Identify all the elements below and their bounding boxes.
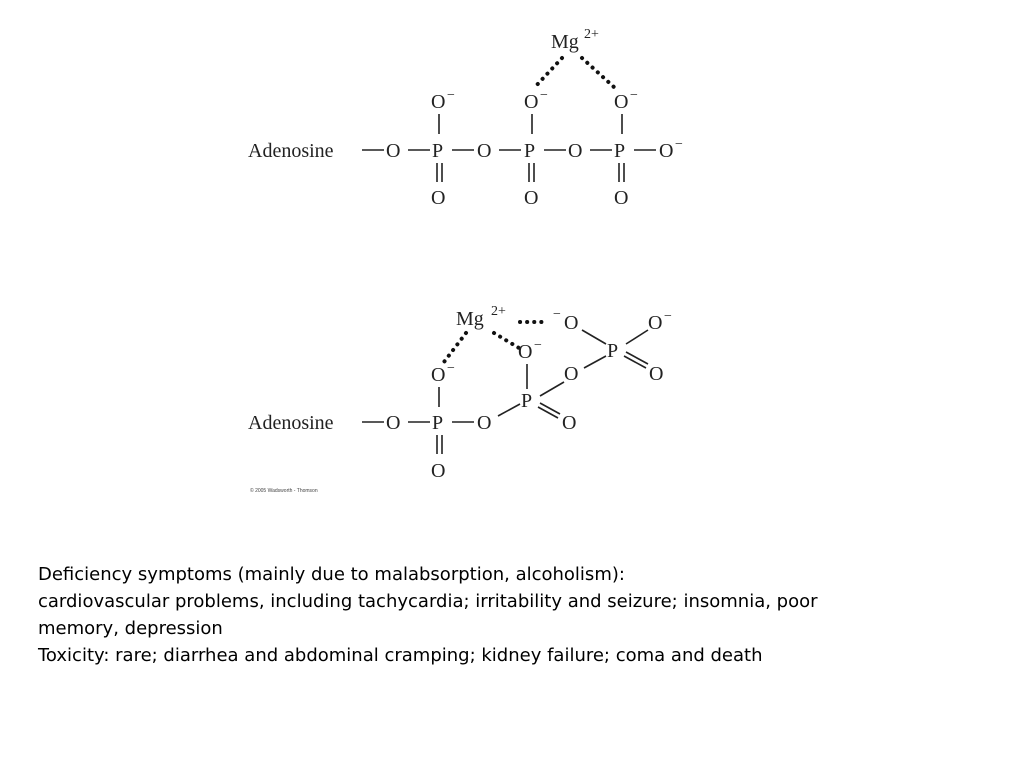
negative-charge: − — [630, 88, 638, 103]
phosphorus-atom: P — [614, 140, 626, 162]
oxygen-atom: O — [614, 187, 629, 209]
oxygen-atom: O — [649, 363, 664, 385]
coordination-bond — [494, 333, 519, 348]
phosphorus-atom: P — [524, 140, 536, 162]
oxygen-atom: O — [477, 412, 492, 434]
oxygen-atom: O — [562, 412, 577, 434]
oxygen-atom: O — [386, 412, 401, 434]
oxygen-atom: O — [518, 341, 533, 363]
deficiency-symptoms-line: memory, depression — [38, 618, 223, 639]
body-text — [38, 561, 998, 669]
deficiency-heading: Deficiency symptoms (mainly due to malabsorption, alcoholism): — [38, 564, 625, 585]
single-bond — [626, 330, 648, 344]
mg-label: Mg — [456, 308, 484, 330]
phosphorus-atom: P — [432, 140, 444, 162]
oxygen-atom: O — [564, 312, 579, 334]
negative-charge: − — [447, 361, 455, 376]
oxygen-atom: O — [648, 312, 663, 334]
deficiency-symptoms-line: cardiovascular problems, including tachycardia; irritability and seizure; insomnia, poor — [38, 591, 818, 612]
oxygen-atom: O — [477, 140, 492, 162]
negative-charge: − — [447, 88, 455, 103]
adenosine-label: Adenosine — [248, 140, 334, 162]
phosphorus-atom: P — [432, 412, 444, 434]
toxicity-line: Toxicity: rare; diarrhea and abdominal cramping; kidney failure; coma and death — [38, 645, 763, 666]
mg-label: Mg — [551, 31, 579, 53]
oxygen-atom: O — [614, 91, 629, 113]
oxygen-atom: O — [524, 187, 539, 209]
oxygen-atom: O — [659, 140, 674, 162]
double-bond — [540, 403, 560, 414]
single-bond — [582, 330, 606, 344]
adenosine-label: Adenosine — [248, 412, 334, 434]
oxygen-atom: O — [568, 140, 583, 162]
oxygen-atom: O — [524, 91, 539, 113]
negative-charge: − — [675, 137, 683, 152]
oxygen-atom: O — [386, 140, 401, 162]
negative-charge: − — [534, 338, 542, 353]
oxygen-atom: O — [431, 91, 446, 113]
phosphorus-atom: P — [607, 340, 619, 362]
single-bond — [540, 382, 564, 396]
coordination-bond — [444, 333, 466, 362]
mg-charge: 2+ — [584, 27, 599, 42]
oxygen-atom: O — [431, 187, 446, 209]
single-bond — [584, 356, 606, 368]
negative-charge: − — [664, 309, 672, 324]
oxygen-atom: O — [431, 364, 446, 386]
mg-charge: 2+ — [491, 304, 506, 319]
oxygen-atom: O — [564, 363, 579, 385]
single-bond — [498, 404, 520, 416]
negative-charge: − — [553, 307, 561, 322]
copyright-notice: © 2005 Wadsworth - Thomson — [250, 488, 318, 494]
oxygen-atom: O — [431, 460, 446, 482]
negative-charge: − — [540, 88, 548, 103]
phosphorus-atom: P — [521, 390, 533, 412]
